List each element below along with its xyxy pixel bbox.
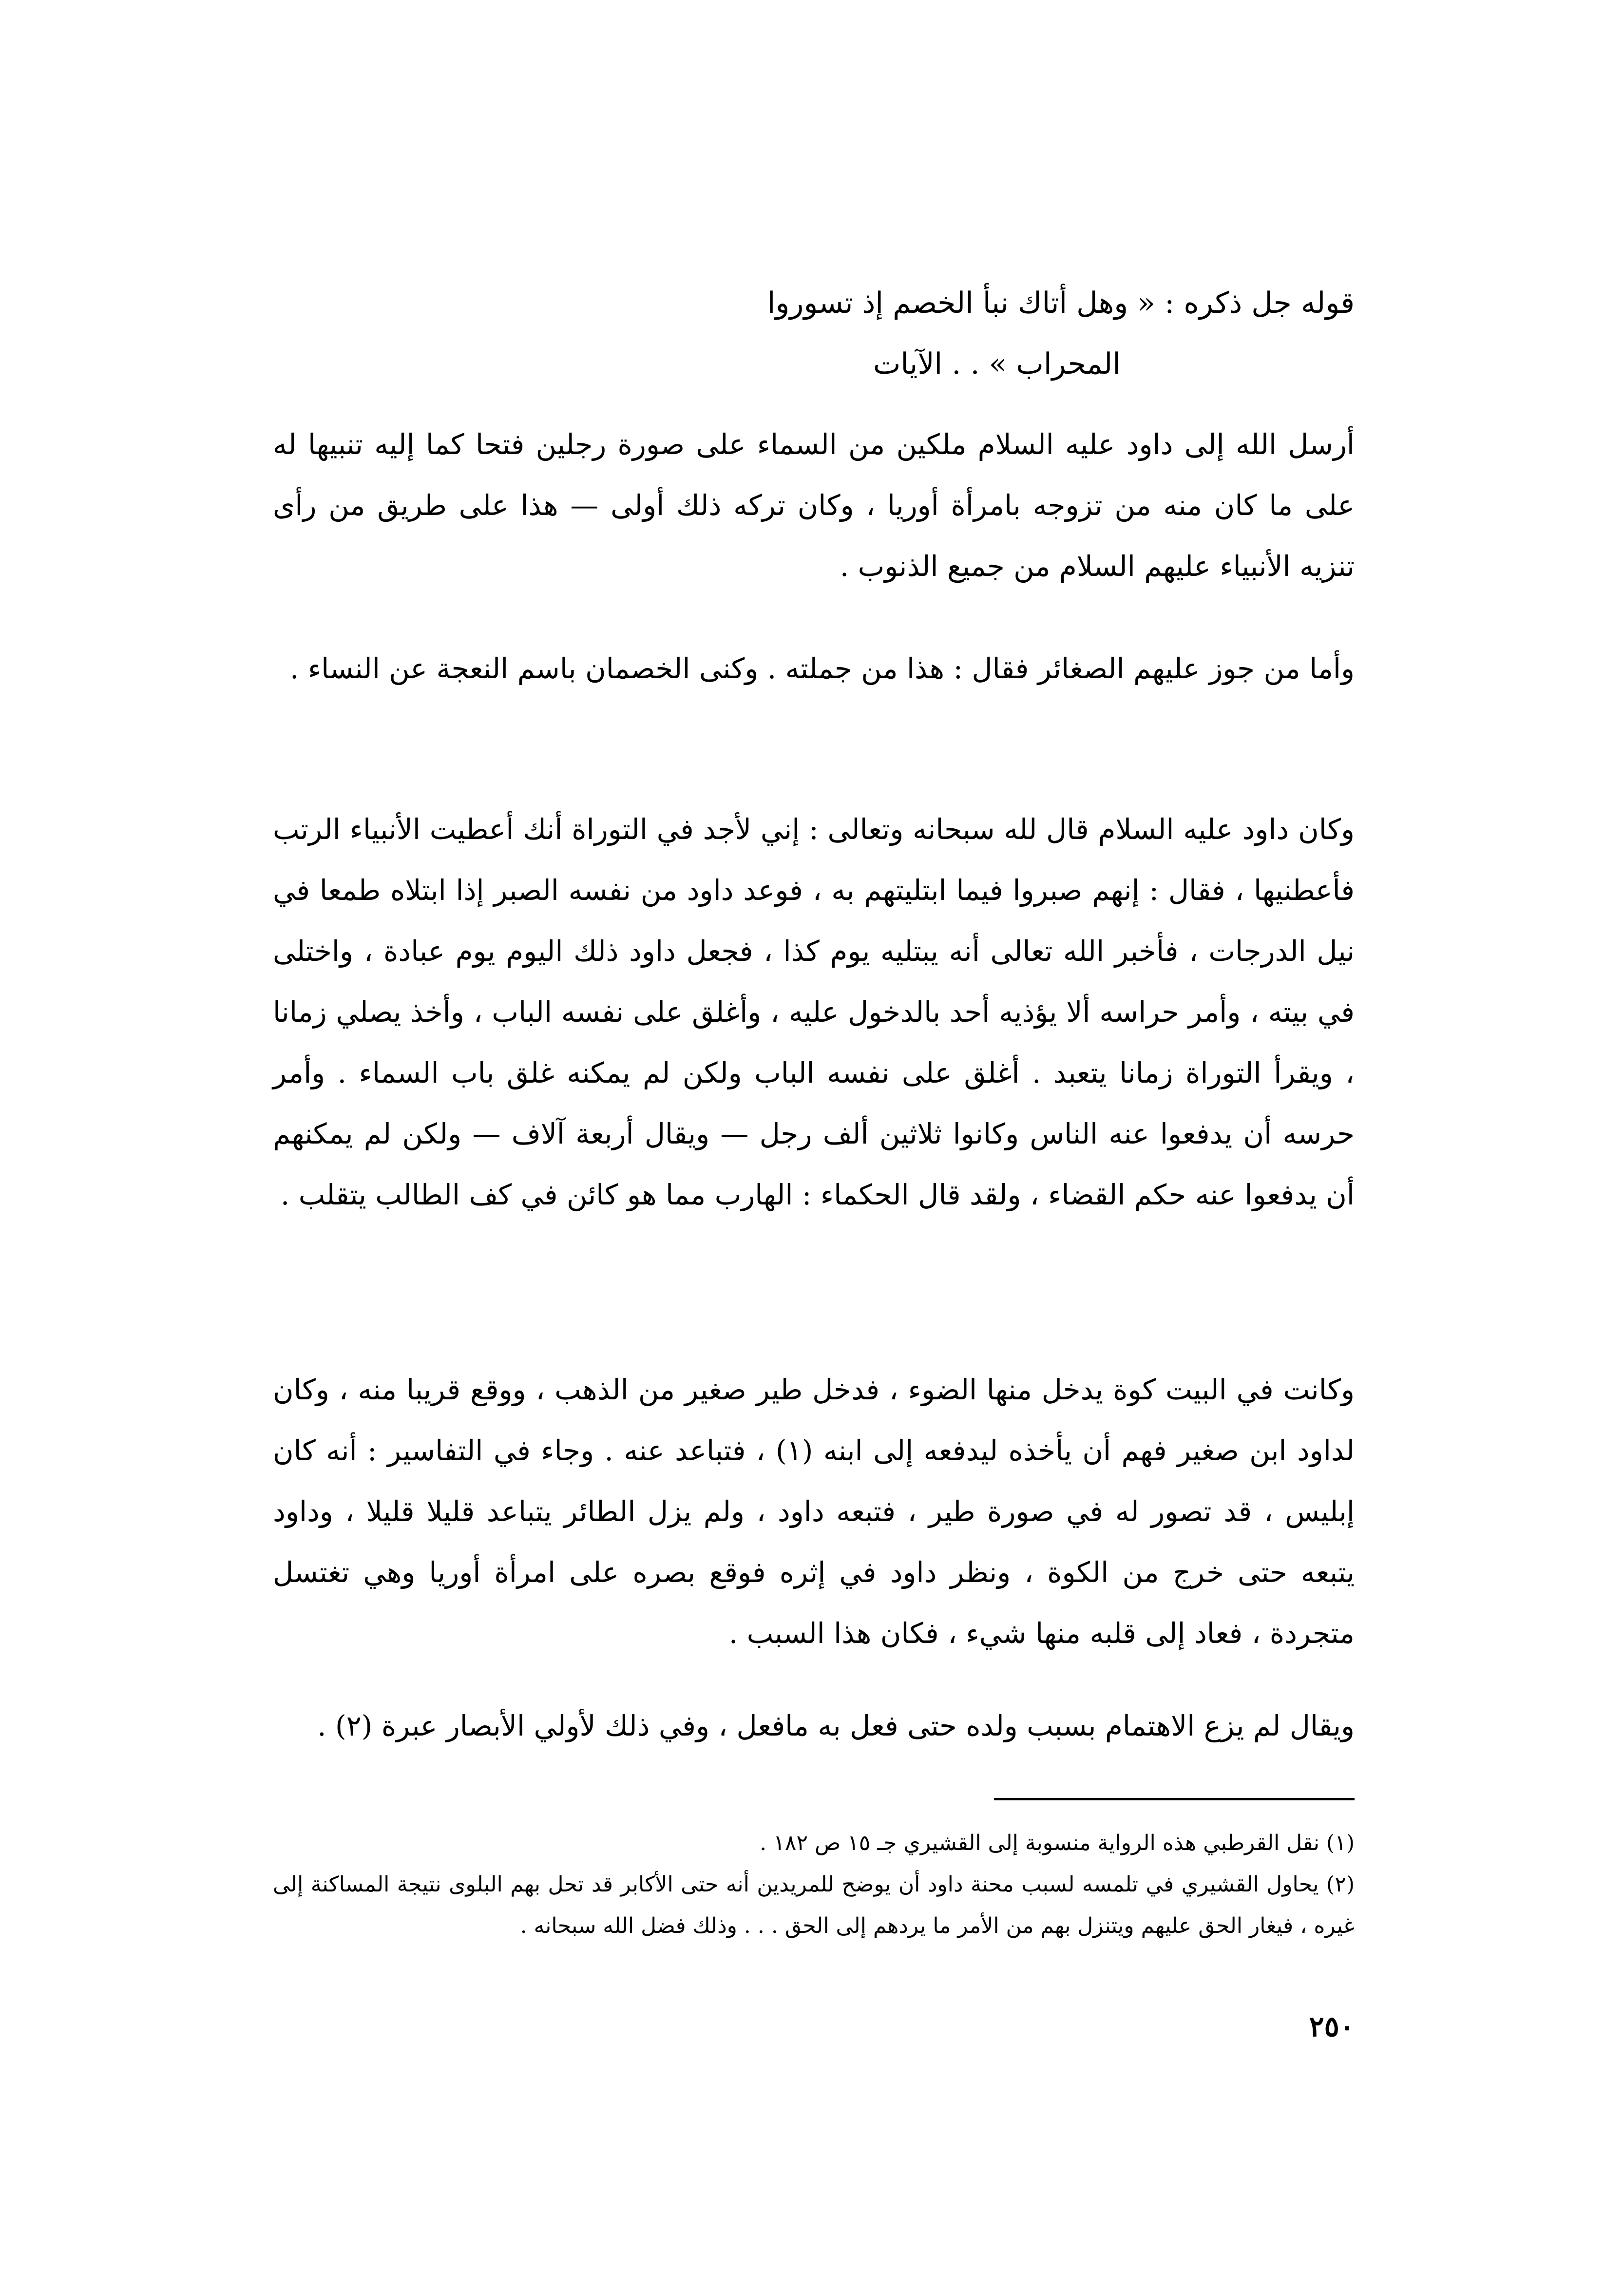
page-number: ٢٥٠ <box>1309 2010 1355 2043</box>
paragraph-2: وأما من جوز عليهم الصغائر فقال : هذا من جملته . وكنى الخصمان باسم النعجة عن النساء . <box>289 652 1355 685</box>
paragraph-3: وكان داود عليه السلام قال لله سبحانه وتعالى : إني لأجد في التوراة أنك أعطيت الأنبياء الرتب فأعطنيها ، فقال : إنهم صبروا فيما ابتليتهم به ، فوعد داود من نفسه الصبر إذا ابتلاه طمعا في نيل الدرجات ، فأخبر الله تعالى أنه يبتليه يوم كذا ، فجعل داود ذلك اليوم يوم عبادة ، واختلى في بيته ، وأمر حراسه ألا يؤذيه أحد بالدخول عليه ، وأغلق على نفسه الباب ، وأخذ يصلي زمانا ، ويقرأ التوراة زمانا يتعبد . أغلق على نفسه الباب ولكن لم يمكنه غلق باب السماء . وأمر حرسه أن يدفعوا عنه الناس وكانوا ثلاثين ألف رجل — ويقال أربعة آلاف — ولكن لم يمكنهم أن يدفعوا عنه حكم القضاء ، ولقد قال الحكماء : الهارب مما هو كائن في كف الطالب يتقلب . <box>273 813 1355 1211</box>
footnote-1: (١) نقل القرطبي هذه الرواية منسوبة إلى القشيري جـ ١٥ ص ١٨٢ . <box>760 1831 1355 1855</box>
paragraph-4: وكانت في البيت كوة يدخل منها الضوء ، فدخل طير صغير من الذهب ، ووقع قريبا منه ، وكان لداود ابن صغير فهم أن يأخذه ليدفعه إلى ابنه (١) ، فتباعد عنه . وجاء في التفاسير : أنه كان إبليس ، قد تصور له في صورة طير ، فتبعه داود ، ولم يزل الطائر يتباعد قليلا قليلا ، وداود يتبعه حتى خرج من الكوة ، ونظر داود في إثره فوقع بصره على امرأة أوريا وهي تغتسل متجردة ، فعاد إلى قلبه منها شيء ، فكان هذا السبب . <box>273 1373 1355 1650</box>
footnote-2: (٢) يحاول القشيري في تلمسه لسبب محنة داود أن يوضح للمريدين أنه حتى الأكابر قد تحل بهم البلوى نتيجة المساكنة إلى غيره ، فيغار الحق عليهم ويتنزل بهم من الأمر ما يردهم إلى الحق . . . وذلك فضل الله سبحانه . <box>273 1872 1355 1938</box>
paragraph-5: ويقال لم يزع الاهتمام بسبب ولده حتى فعل به مافعل ، وفي ذلك لأولي الأبصار عبرة (٢) . <box>317 1709 1355 1742</box>
footnotes <box>273 1822 1355 1947</box>
footnote-divider <box>994 1798 1355 1800</box>
verse-heading-line-1: قوله جل ذكره : « وهل أتاك نبأ الخصم إذ تسوروا <box>767 286 1355 320</box>
paragraph-1: أرسل الله إلى داود عليه السلام ملكين من السماء على صورة رجلين فتحا كما إليه تنبيها له على ما كان منه من تزوجه بامرأة أوريا ، وكان تركه ذلك أولى — هذا على طريق من رأى تنزيه الأنبياء عليهم السلام من جميع الذنوب . <box>273 428 1355 583</box>
verse-heading-line-2: المحراب » . . الآيات <box>873 347 1121 381</box>
verse-heading <box>273 273 1355 395</box>
